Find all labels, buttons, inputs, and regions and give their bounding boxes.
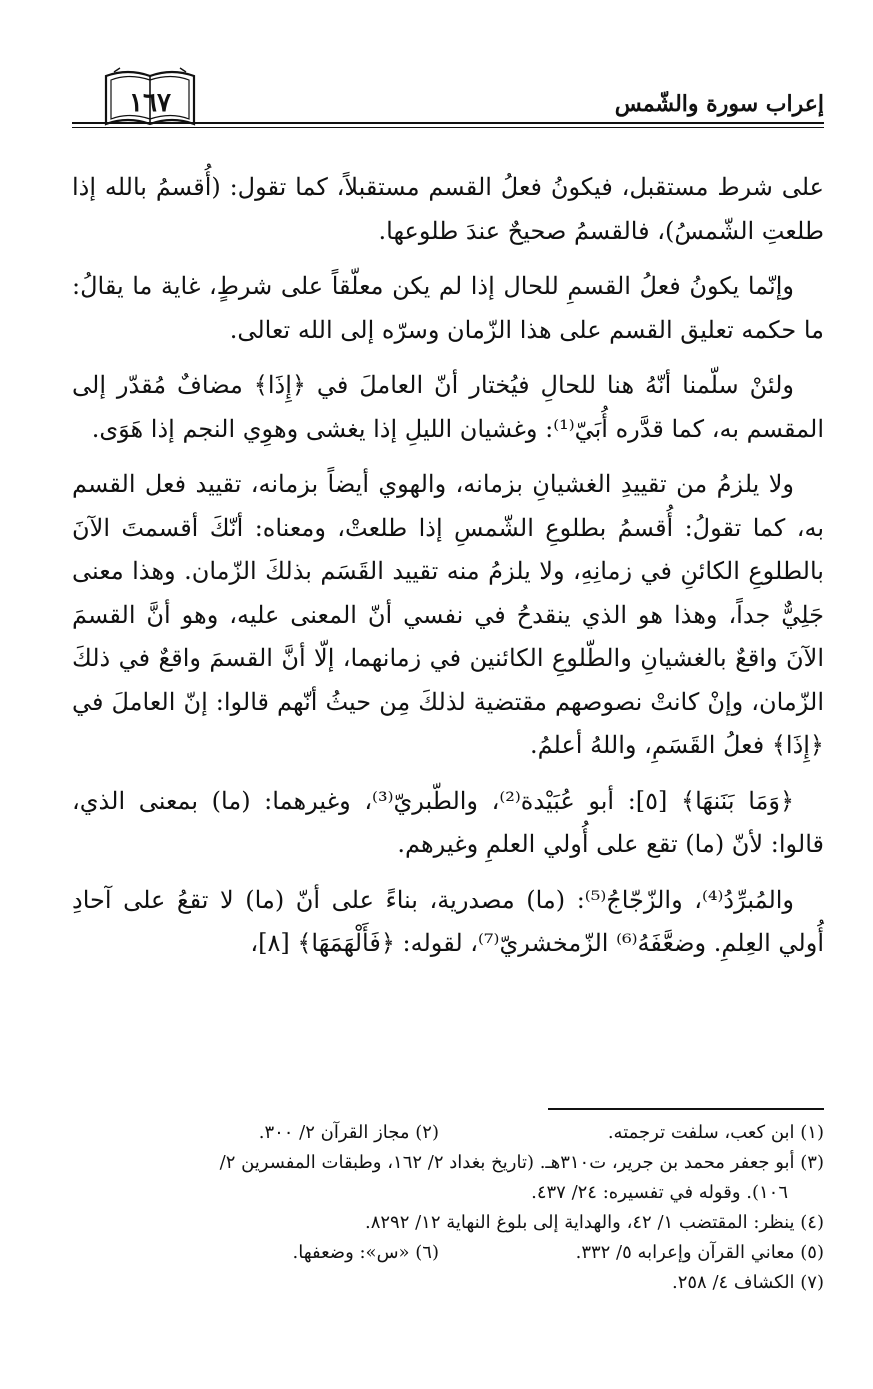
paragraph: على شرط مستقبل، فيكونُ فعلُ القسم مستقبلاً، كما تقول: (أُقسمُ بالله إذا طلعتِ الشّمسُ)، فالقسمُ صحيحٌ عندَ طلوعها. xyxy=(72,173,824,245)
paragraph: ولئنْ سلّمنا أنّهُ هنا للحالِ فيُختار أنّ العاملَ في ﴿إِذَا﴾ مضافٌ مُقدّر إلى المقسم به، كما قدَّره أُبَيّ⁽¹⁾: وغشيان الليلِ إذا يغشى وهوِي النجم إذا هَوَى. xyxy=(72,371,824,443)
footnote-rule xyxy=(548,1108,824,1110)
footnote-row xyxy=(72,1238,824,1268)
page-number: ١٦٧ xyxy=(129,88,171,118)
paragraph: ﴿وَمَا بَنَنهَا﴾ [٥]: أبو عُبَيْدة⁽²⁾، والطّبريّ⁽³⁾، وغيرهما: (ما) بمعنى الذي، قالوا: لأنّ (ما) تقع على أُولي العلمِ وغيرهم. xyxy=(72,786,824,858)
footnote-row xyxy=(72,1148,824,1178)
footnote-row xyxy=(72,1208,824,1238)
paragraph: والمُبرِّدُ⁽⁴⁾، والزّجّاجُ⁽⁵⁾: (ما) مصدرية، بناءً على أنّ (ما) لا تقعُ على آحادِ أُولي العِلمِ. وضعَّفَهُ⁽⁶⁾ الزّمخشريّ⁽⁷⁾، لقوله: ﴿فَأَلْهَمَهَا﴾ [٨]، xyxy=(72,885,824,957)
footnotes xyxy=(72,1118,824,1298)
paragraph: وإنّما يكونُ فعلُ القسمِ للحال إذا لم يكن معلّقاً على شرطٍ، غاية ما يقالُ: ما حكمه تعليق القسم على هذا الزّمان وسرّه إلى الله تعالى. xyxy=(72,272,824,344)
footnote-5: (٥) معاني القرآن وإعرابه ٥/ ٣٣٢. xyxy=(575,1242,824,1263)
footnote-4: (٤) ينظر: المقتضب ١/ ٤٢، والهداية إلى بلوغ النهاية ١٢/ ٨٢٩٢. xyxy=(364,1212,824,1233)
footnote-row xyxy=(72,1118,824,1148)
footnote-row xyxy=(72,1268,824,1298)
header-rule xyxy=(72,122,824,124)
main-text xyxy=(72,166,824,978)
chapter-title: إعراب سورة والشّمس xyxy=(614,91,824,117)
footnote-3-continued: ١٠٦). وقوله في تفسيره: ٢٤/ ٤٣٧. xyxy=(531,1182,788,1203)
footnote-3: (٣) أبو جعفر محمد بن جرير، ت٣١٠هـ. (تاريخ بغداد ٢/ ١٦٢، وطبقات المفسرين ٢/ xyxy=(219,1152,824,1173)
running-header xyxy=(72,66,824,126)
footnote-7: (٧) الكشاف ٤/ ٢٥٨. xyxy=(671,1272,824,1293)
footnote-1: (١) ابن كعب، سلفت ترجمته. xyxy=(607,1122,824,1143)
page-number-badge xyxy=(102,66,198,128)
paragraph: ولا يلزمُ من تقييدِ الغشيانِ بزمانه، والهوي أيضاً بزمانه، تقييد فعل القسم به، كما تقولُ: أُقسمُ بطلوعِ الشّمسِ إذا طلعتْ، ومعناه: أنّكَ أقسمتَ الآنَ بالطلوعِ الكائنِ في زمانِهِ، ولا يلزمُ منه تقييد القَسَم بذلكَ الزّمان. وهذا معنى جَلِيٌّ جداً، وهذا هو الذي ينقدحُ في نفسي أنّ المعنى عليه، وهو أنَّ القسمَ الآنَ واقعٌ بالغشيانِ والطّلوعِ الكائنين في زمانهما، إلّا أنَّ القسمَ واقعٌ في ذلكَ الزّمان، وإنْ كانتْ نصوصهم مقتضية لذلكَ مِن حيثُ أنّهم قالوا: إنّ العاملَ في ﴿إِذَا﴾ فعلُ القَسَمِ، واللهُ أعلمُ. xyxy=(72,470,824,759)
footnote-2: (٢) مجاز القرآن ٢/ ٣٠٠. xyxy=(258,1122,439,1143)
footnote-6: (٦) «س»: وضعفها. xyxy=(292,1242,439,1263)
header-rule-thin xyxy=(72,127,824,128)
